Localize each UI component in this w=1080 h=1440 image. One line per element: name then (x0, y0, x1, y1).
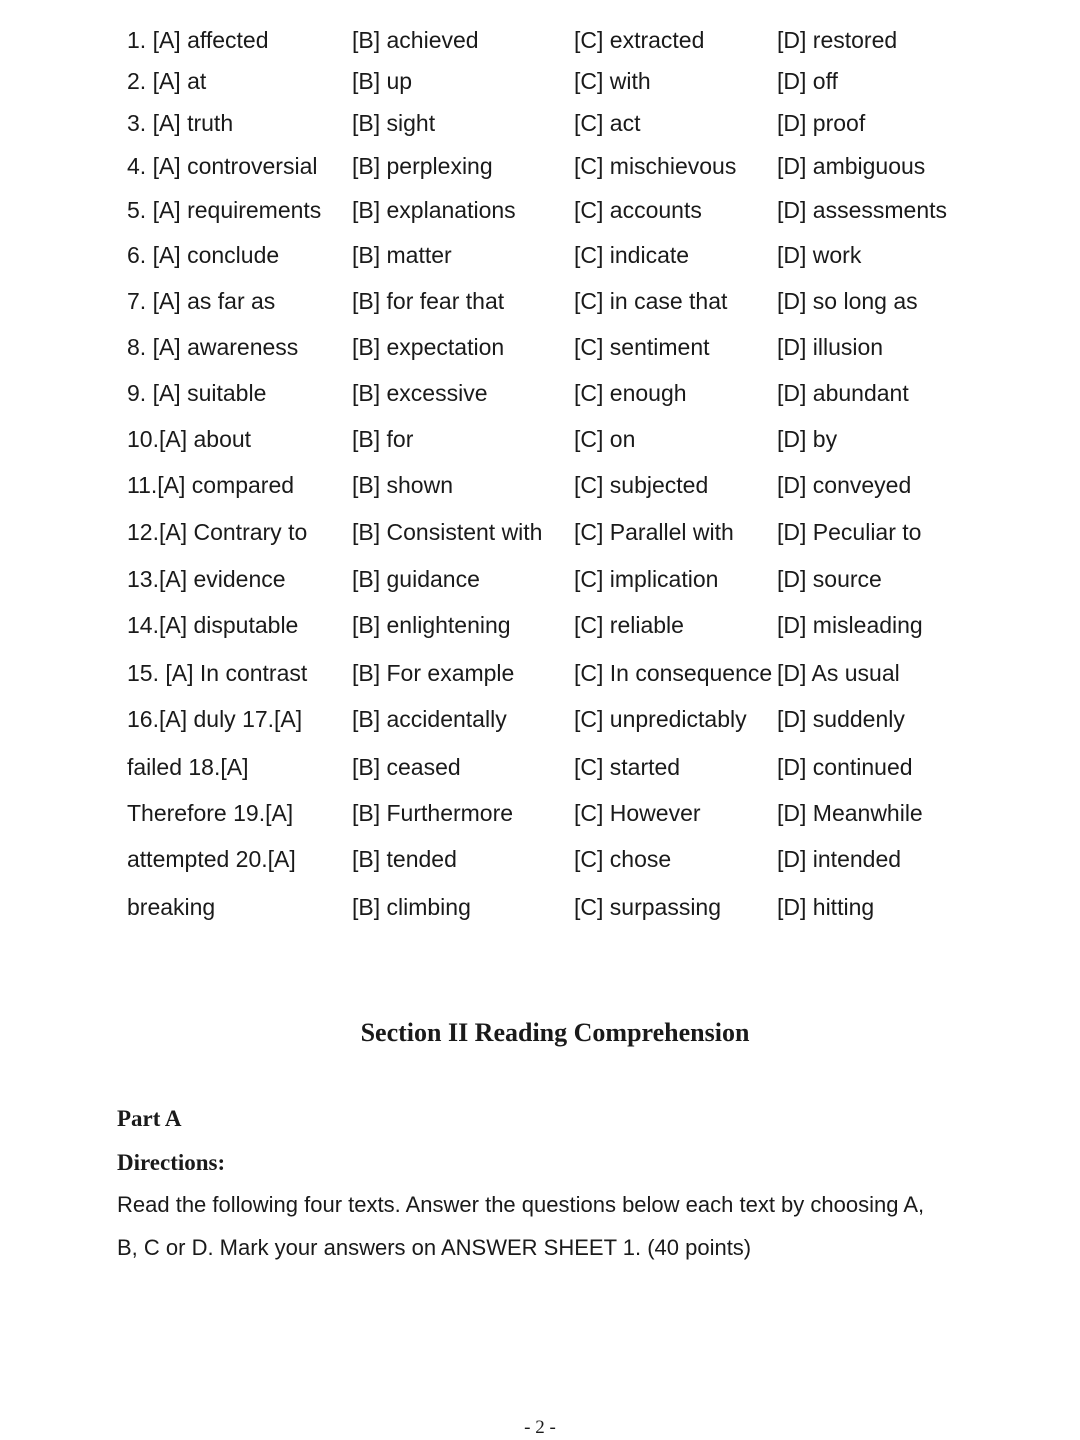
option-b: [B] guidance (352, 566, 480, 592)
option-c: [C] on (574, 426, 636, 452)
option-c: [C] with (574, 68, 651, 94)
option-row (0, 378, 1080, 408)
option-row (0, 470, 1080, 500)
option-b: [B] enlightening (352, 612, 511, 638)
option-a: 6. [A] conclude (127, 242, 280, 268)
option-row (0, 240, 1080, 270)
option-d: [D] ambiguous (777, 153, 926, 179)
option-a: 15. [A] In contrast (127, 660, 308, 686)
option-d: [D] As usual (777, 660, 900, 686)
option-c: [C] indicate (574, 242, 690, 268)
option-c: [C] sentiment (574, 334, 710, 360)
option-d: [D] conveyed (777, 472, 912, 498)
option-d: [D] continued (777, 754, 913, 780)
option-c: [C] implication (574, 566, 719, 592)
option-row (0, 424, 1080, 454)
option-b: [B] achieved (352, 27, 479, 53)
option-a: 9. [A] suitable (127, 380, 267, 406)
option-b: [B] expectation (352, 334, 505, 360)
option-row (0, 195, 1080, 225)
option-d: [D] abundant (777, 380, 909, 406)
option-d: [D] Meanwhile (777, 800, 923, 826)
option-b: [B] matter (352, 242, 452, 268)
option-a: 3. [A] truth (127, 110, 234, 136)
page-number: - 2 - (524, 1417, 556, 1438)
option-b: [B] sight (352, 110, 436, 136)
option-b: [B] perplexing (352, 153, 493, 179)
option-b: [B] Consistent with (352, 519, 543, 545)
part-title: Part A (117, 1106, 182, 1131)
option-b: [B] excessive (352, 380, 488, 406)
directions-text-line-1: Read the following four texts. Answer the questions below each text by choosing A, (117, 1192, 925, 1217)
option-b: [B] for (352, 426, 414, 452)
option-a: 12.[A] Contrary to (127, 519, 308, 545)
option-b: [B] tended (352, 846, 457, 872)
option-a: 13.[A] evidence (127, 566, 286, 592)
option-d: [D] assessments (777, 197, 947, 223)
option-a: Therefore 19.[A] (127, 800, 294, 826)
option-a: 1. [A] affected (127, 27, 269, 53)
option-a: 11.[A] compared (127, 472, 295, 498)
option-row (0, 752, 1080, 782)
option-a: 16.[A] duly 17.[A] (127, 706, 303, 732)
option-b: [B] accidentally (352, 706, 507, 732)
option-row (0, 286, 1080, 316)
option-row (0, 844, 1080, 874)
option-a: 5. [A] requirements (127, 197, 322, 223)
option-d: [D] Peculiar to (777, 519, 922, 545)
option-c: [C] surpassing (574, 894, 722, 920)
option-b: [B] Furthermore (352, 800, 514, 826)
option-a: 7. [A] as far as (127, 288, 276, 314)
option-row (0, 658, 1080, 688)
option-row (0, 108, 1080, 138)
option-row (0, 151, 1080, 181)
option-d: [D] source (777, 566, 882, 592)
option-b: [B] shown (352, 472, 453, 498)
option-a: 14.[A] disputable (127, 612, 299, 638)
option-c: [C] mischievous (574, 153, 737, 179)
option-c: [C] unpredictably (574, 706, 747, 732)
option-c: [C] subjected (574, 472, 709, 498)
option-row (0, 25, 1080, 55)
option-row (0, 332, 1080, 362)
option-d: [D] so long as (777, 288, 918, 314)
option-c: [C] However (574, 800, 701, 826)
option-c: [C] Parallel with (574, 519, 734, 545)
option-row (0, 517, 1080, 547)
option-c: [C] enough (574, 380, 687, 406)
option-a: breaking (127, 894, 216, 920)
option-b: [B] For example (352, 660, 515, 686)
option-a: 10.[A] about (127, 426, 252, 452)
option-b: [B] up (352, 68, 413, 94)
option-d: [D] work (777, 242, 862, 268)
option-c: [C] extracted (574, 27, 705, 53)
option-c: [C] In consequence (574, 660, 773, 686)
option-d: [D] illusion (777, 334, 884, 360)
option-b: [B] ceased (352, 754, 461, 780)
option-row (0, 610, 1080, 640)
option-c: [C] reliable (574, 612, 684, 638)
directions-label: Directions: (117, 1150, 226, 1175)
option-c: [C] chose (574, 846, 672, 872)
option-d: [D] suddenly (777, 706, 905, 732)
option-b: [B] climbing (352, 894, 471, 920)
option-c: [C] in case that (574, 288, 728, 314)
option-b: [B] explanations (352, 197, 516, 223)
option-row (0, 704, 1080, 734)
option-d: [D] hitting (777, 894, 875, 920)
option-d: [D] restored (777, 27, 898, 53)
option-a: failed 18.[A] (127, 754, 249, 780)
option-row (0, 798, 1080, 828)
option-d: [D] by (777, 426, 838, 452)
option-a: 2. [A] at (127, 68, 207, 94)
option-row (0, 66, 1080, 96)
option-a: 4. [A] controversial (127, 153, 318, 179)
option-row (0, 892, 1080, 922)
option-d: [D] intended (777, 846, 902, 872)
option-c: [C] started (574, 754, 681, 780)
option-d: [D] proof (777, 110, 866, 136)
option-c: [C] act (574, 110, 641, 136)
option-b: [B] for fear that (352, 288, 505, 314)
option-d: [D] off (777, 68, 838, 94)
section-title: Section II Reading Comprehension (360, 1018, 750, 1047)
option-c: [C] accounts (574, 197, 702, 223)
option-a: attempted 20.[A] (127, 846, 296, 872)
directions-text-line-2: B, C or D. Mark your answers on ANSWER SHEET 1. (40 points) (117, 1235, 752, 1260)
option-a: 8. [A] awareness (127, 334, 299, 360)
option-d: [D] misleading (777, 612, 923, 638)
option-row (0, 564, 1080, 594)
